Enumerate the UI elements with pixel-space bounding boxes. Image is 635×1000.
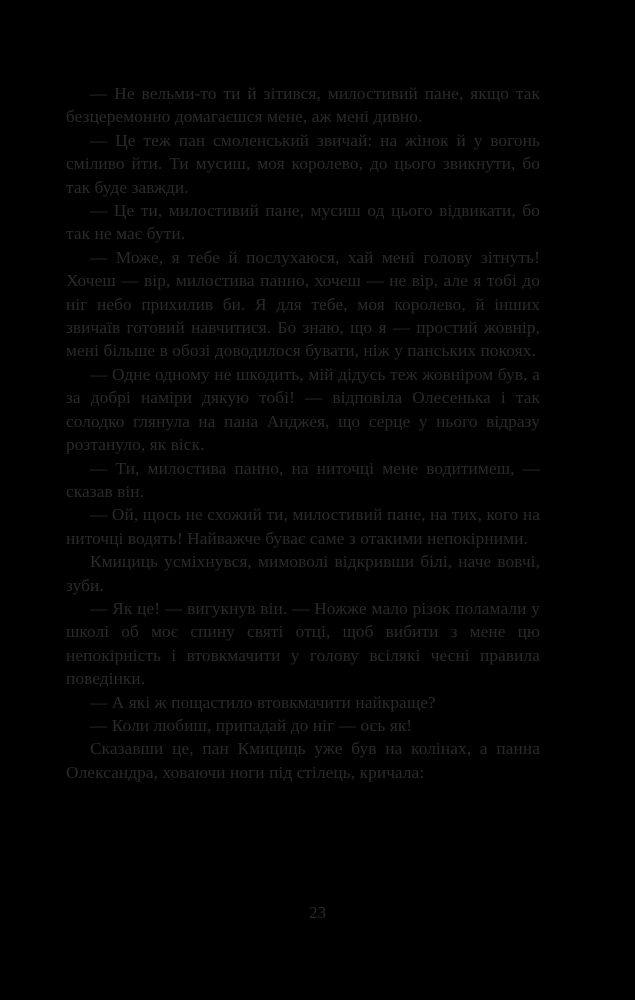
paragraph: — Коли любиш, припадай до ніг — ось як! <box>90 715 413 735</box>
paragraph: — Ти, милостива панно, на ниточці мене водитимеш, — сказав він. <box>66 458 540 501</box>
paragraph: — А які ж пощастило втовкмачити найкраще? <box>90 692 436 712</box>
body-text <box>66 82 540 784</box>
paragraph: — Не вельми-то ти й зітився, милостивий пане, якщо так безцеремонно домагаєшся мене, аж мені дивно. <box>66 84 540 127</box>
paragraph: — Це теж пан смоленський звичай: на жінок й у вогонь сміливо йти. Ти мусиш, моя королево, до цього звикнути, бо так буде завжди. <box>66 130 540 197</box>
paragraph: — Одне одному не шкодить, мій дідусь теж жовніром був, а за добрі наміри дякую тобі! — відповіла Олесенька і так солодко глянула на пана Анджея, що серце у нього відразу розтануло, як віск. <box>66 364 540 455</box>
page-number: 23 <box>309 903 326 922</box>
paragraph: — Як це! — вигукнув він. — Ножже мало різок поламали у школі об моє спину святі отці, щоб вибити з мене цю непокірність і втовкмачити у голову всілякі чесні правила поведінки. <box>66 598 540 689</box>
paragraph: Сказавши це, пан Кмициць уже був на колінах, а панна Олександра, ховаючи ноги під стілець, кричала: <box>66 739 540 782</box>
paragraph: — Ой, щось не схожий ти, милостивий пане, на тих, кого на ниточці водять! Найважче буває саме з отакими непокірними. <box>66 505 540 548</box>
paragraph: Кмициць усміхнувся, мимоволі відкривши білі, наче вовчі, зуби. <box>66 552 540 595</box>
paragraph: — Може, я тебе й послухаюся, хай мені голову зітнуть! Хочеш — вір, милостива панно, хочеш — не вір, але я тобі до ніг небо прихилив би. Я для тебе, моя королево, й інших звичаїв готовий навчитися. Бо знаю, що я — простий жовнір, мені більше в обозі доводилося бувати, ніж у панських покоях. <box>66 247 540 361</box>
paragraph: — Це ти, милостивий пане, мусиш од цього відвикати, бо так не має бути. <box>66 201 540 244</box>
